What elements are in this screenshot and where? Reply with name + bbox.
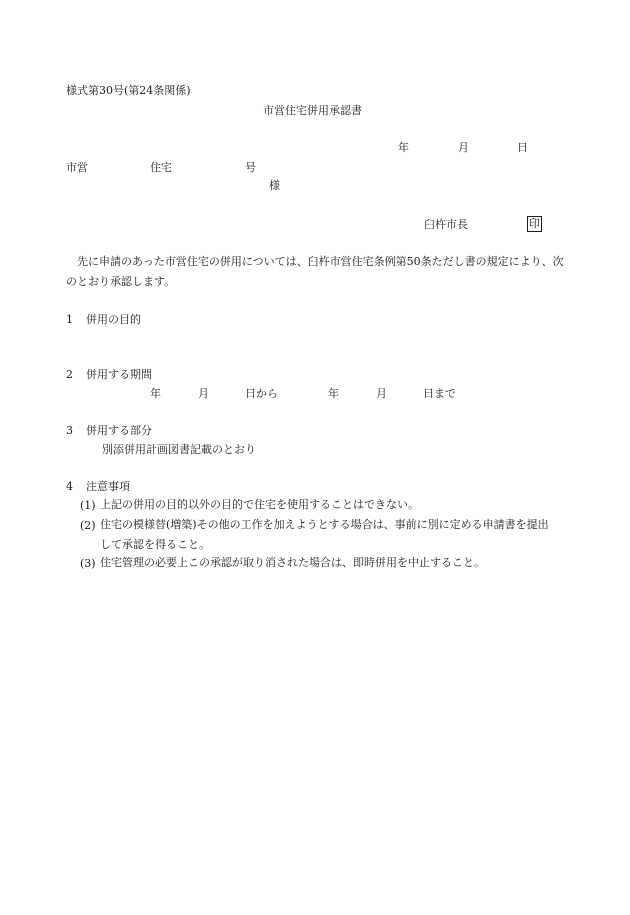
section-4-heading: 注意事項 [86,480,130,493]
date-month-label: 月 [458,141,469,154]
section-3-detail: 別添併用計画図書記載のとおり [102,443,256,456]
section-2-heading: 併用する期間 [86,368,152,381]
section-4-number: 4 [66,480,73,493]
section-3-heading: 併用する部分 [86,424,152,437]
period-to-year: 年 [328,387,339,400]
note-3-text: 住宅管理の必要上この承認が取り消された場合は、即時併用を中止すること。 [100,556,485,569]
addressee-municipal-label: 市営 [66,161,88,174]
period-from-month: 月 [198,387,209,400]
note-1-text: 上記の併用の目的以外の目的で住宅を使用することはできない。 [100,498,419,511]
section-1-number: 1 [66,313,73,326]
section-2-number: 2 [66,368,73,381]
period-to-month: 月 [376,387,387,400]
document-title: 市営住宅併用承認書 [263,104,362,117]
section-3-number: 3 [66,424,73,437]
form-number: 様式第30号(第24条関係) [66,84,191,97]
note-3-number: (3) [80,557,96,570]
note-2-number: (2) [80,519,96,532]
issuer-name: 臼杵市長 [424,218,468,231]
period-from-day: 日から [245,387,278,400]
period-from-year: 年 [150,387,161,400]
body-paragraph: 先に申請のあった市営住宅の併用については、臼杵市営住宅条例第50条ただし書の規定により、次のとおり承認します。 [66,255,564,288]
note-1-number: (1) [80,499,96,512]
period-to-day: 日まで [423,387,456,400]
note-2-text: 住宅の模様替(増築)その他の工作を加えようとする場合は、事前に別に定める申請書を提出して承認を得ること。 [100,518,549,551]
date-day-label: 日 [517,141,528,154]
seal-stamp: 印 [529,217,540,230]
date-year-label: 年 [398,141,409,154]
section-1-heading: 併用の目的 [86,313,141,326]
addressee-housing-label: 住宅 [150,161,172,174]
addressee-honorific: 様 [269,179,280,192]
addressee-number-label: 号 [245,161,256,174]
